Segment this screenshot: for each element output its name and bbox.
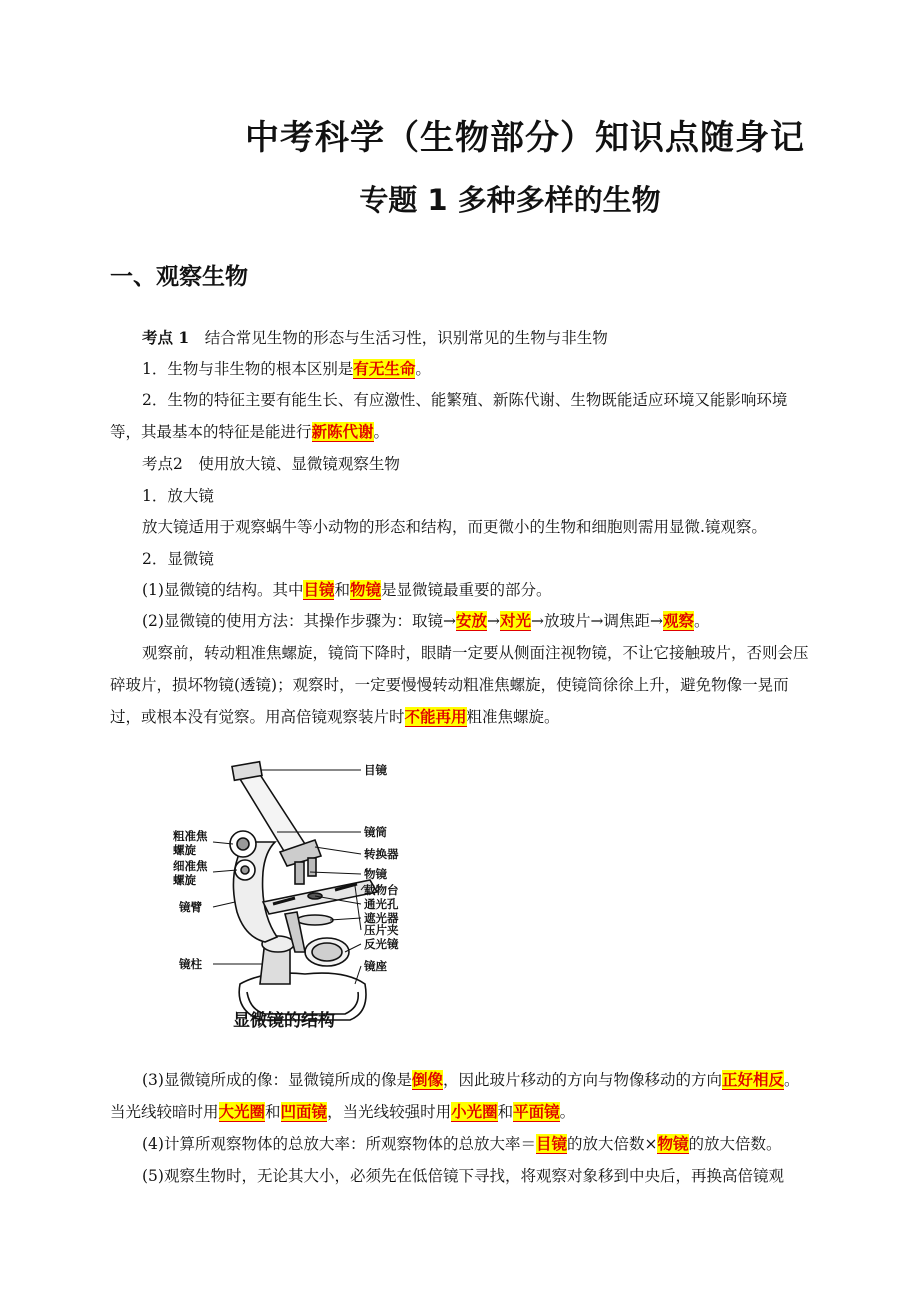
paragraph-1 <box>110 353 810 385</box>
label-base: 镜座 <box>364 959 387 973</box>
label-stage: 载物台 <box>364 883 399 897</box>
text: 和 <box>497 1103 514 1121</box>
highlight: 凹面镜 <box>280 1102 328 1121</box>
section-heading: 一、观察生物 <box>110 264 248 290</box>
text: 。 <box>559 1103 576 1121</box>
label-coarse-1: 粗准焦 <box>173 829 208 843</box>
highlight: 安放 <box>455 611 487 630</box>
label-arm: 镜臂 <box>179 900 202 914</box>
highlight: 有无生命 <box>353 359 416 378</box>
exam-point-2: 考点2 使用放大镜、显微镜观察生物 <box>142 455 400 473</box>
paragraph-4: 放大镜适用于观察蜗牛等小动物的形态和结构，而更微小的生物和细胞则需用显微.镜观察。 <box>142 518 767 536</box>
highlight: 目镜 <box>535 1134 567 1153</box>
highlight: 对光 <box>499 611 531 630</box>
highlight: 平面镜 <box>513 1102 560 1121</box>
text: 。 <box>415 360 431 378</box>
text: 的放大倍数。 <box>688 1135 782 1153</box>
paragraph-11: (5)观察生物时，无论其大小，必须先在低倍镜下寻找，将观察对象移到中央后，再换高倍镜观 <box>142 1167 784 1185</box>
label-tube: 镜筒 <box>364 825 387 839</box>
label-fine-2: 螺旋 <box>173 873 196 887</box>
text: 和 <box>265 1103 281 1121</box>
text: →放玻片→调焦距→ <box>530 612 663 630</box>
paragraph-2 <box>110 384 810 448</box>
label-pillar: 镜柱 <box>179 957 202 971</box>
text: 。 <box>373 423 390 441</box>
text: 粗准焦螺旋。 <box>466 708 560 726</box>
text: ，因此玻片移动的方向与物像移动的方向 <box>442 1071 722 1089</box>
text: 。 <box>693 612 710 630</box>
text: 观察前，转动粗准焦螺旋，镜筒下降时，眼睛一定要从侧面注视物镜，不让它接触玻片，否则会压碎玻片，损坏物镜(透镜)；观察时，一定要慢慢转动粗准焦螺旋，使镜筒徐徐上升，避免物像一晃而过，或根本没有觉察。用高倍镜观察装片时 <box>110 644 809 726</box>
highlight: 观察 <box>662 611 694 630</box>
document-title: 中考科学（生物部分）知识点随身记 <box>245 118 805 158</box>
microscope-icon <box>230 762 377 1020</box>
paragraph-6 <box>110 574 810 606</box>
paragraph-7 <box>110 605 810 637</box>
paragraph-5: 2．显微镜 <box>142 550 214 568</box>
highlight: 大光圈 <box>218 1102 266 1121</box>
label-mirror: 反光镜 <box>364 937 399 951</box>
paragraph-3: 1．放大镜 <box>142 487 214 505</box>
text: ，当光线较强时用 <box>327 1103 452 1121</box>
label-fine-1: 细准焦 <box>173 859 208 873</box>
highlight: 不能再用 <box>404 707 467 726</box>
exam-point-label: 考点 1 <box>142 328 190 347</box>
paragraph-10 <box>110 1128 810 1160</box>
text: 是显微镜最重要的部分。 <box>381 581 552 599</box>
text: (1)显微镜的结构。其中 <box>142 581 304 599</box>
text: (3)显微镜所成的像：显微镜所成的像是 <box>142 1071 412 1089</box>
label-hole: 通光孔 <box>364 897 399 911</box>
highlight: 物镜 <box>657 1134 689 1153</box>
paragraph-9 <box>110 1064 810 1128</box>
exam-point-1 <box>110 322 810 354</box>
text: (2)显微镜的使用方法：其操作步骤为：取镜→ <box>142 612 456 630</box>
figure-caption: 显微镜的结构 <box>233 1011 335 1031</box>
highlight: 正好相反 <box>722 1070 785 1089</box>
label-clip: 压片夹 <box>364 923 399 937</box>
highlight: 小光圈 <box>451 1102 498 1121</box>
label-coarse-2: 螺旋 <box>173 843 196 857</box>
microscope-diagram <box>165 752 425 1037</box>
text: → <box>486 612 500 630</box>
label-objective: 物镜 <box>364 867 387 881</box>
text: 2．生物的特征主要有能生长、有应激性、能繁殖、新陈代谢、生物既能适应环境又能影响环境等，其最基本的特征是能进行 <box>110 391 788 441</box>
highlight: 物镜 <box>350 580 382 599</box>
label-diaphragm: 遮光器 <box>364 911 399 925</box>
label-eyepiece: 目镜 <box>364 763 387 777</box>
highlight: 新陈代谢 <box>311 422 374 441</box>
highlight: 目镜 <box>303 580 335 599</box>
text: 和 <box>334 581 350 599</box>
text: 。当光线较暗时用 <box>110 1071 800 1121</box>
text: 的放大倍数× <box>566 1135 658 1153</box>
chapter-title: 专题 1 多种多样的生物 <box>359 183 661 217</box>
highlight: 倒像 <box>411 1070 443 1089</box>
text: (4)计算所观察物体的总放大率：所观察物体的总放大率＝ <box>142 1135 536 1153</box>
exam-point-text: 结合常见生物的形态与生活习性，识别常见的生物与非生物 <box>204 329 608 347</box>
label-nosepiece: 转换器 <box>364 847 399 861</box>
paragraph-8 <box>110 637 810 733</box>
text: 1．生物与非生物的根本区别是 <box>142 360 354 378</box>
